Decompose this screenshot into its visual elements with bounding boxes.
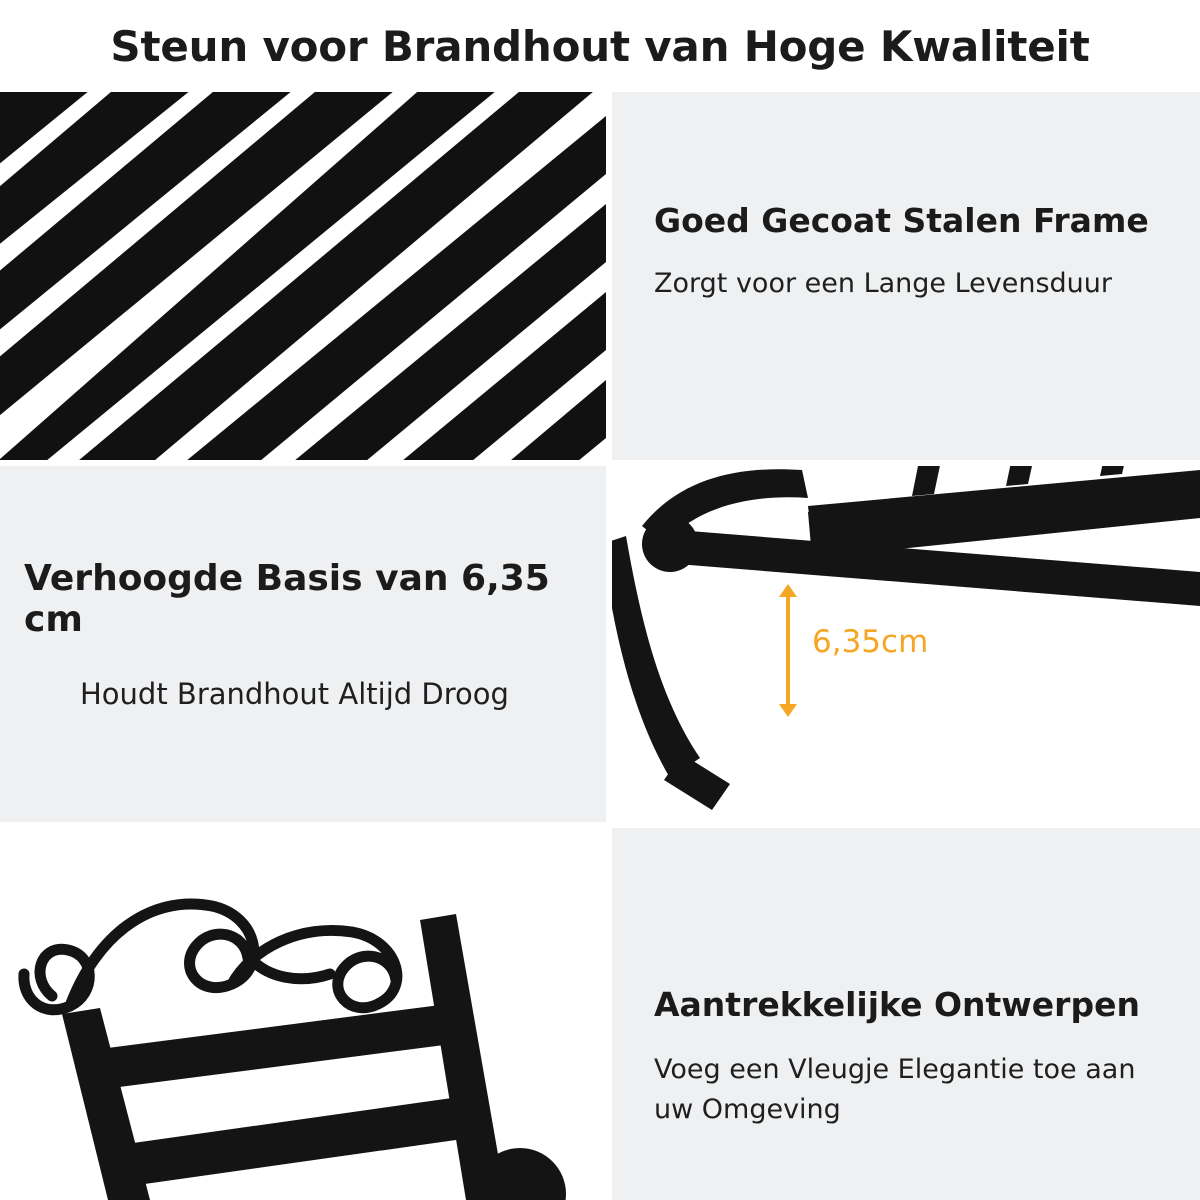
firewood-rack-scroll-detail-image [0, 828, 606, 1200]
grate-photo-panel [0, 92, 606, 460]
base-text-panel [0, 466, 606, 822]
page-title-bar [0, 0, 1200, 92]
frame-subline: Zorgt voor een Lange Levensduur [654, 267, 1113, 299]
frame-text-panel [612, 92, 1200, 460]
base-headline: Verhoogde Basis van 6,35 cm [24, 558, 550, 641]
base-subline: Houdt Brandhout Altijd Droog [80, 676, 509, 711]
frame-headline: Goed Gecoat Stalen Frame [654, 201, 1149, 240]
design-subline: Voeg een Vleugje Elegantie toe aan uw Omgeving [654, 1053, 1136, 1126]
rack-photo-panel [612, 466, 1200, 822]
dimension-line [786, 596, 790, 706]
scroll-illustration [0, 828, 606, 1200]
design-text-panel [612, 828, 1200, 1200]
dimension-arrow-down [779, 704, 797, 717]
design-headline: Aantrekkelijke Ontwerpen [654, 985, 1140, 1024]
dimension-label: 6,35cm [812, 624, 929, 660]
firewood-rack-raised-base-image [612, 466, 1200, 822]
scroll-photo-panel [0, 828, 606, 1200]
feature-grid [0, 92, 1200, 1200]
page-title: Steun voor Brandhout van Hoge Kwaliteit [110, 21, 1090, 71]
firewood-rack-slatted-grate-image [0, 92, 606, 460]
